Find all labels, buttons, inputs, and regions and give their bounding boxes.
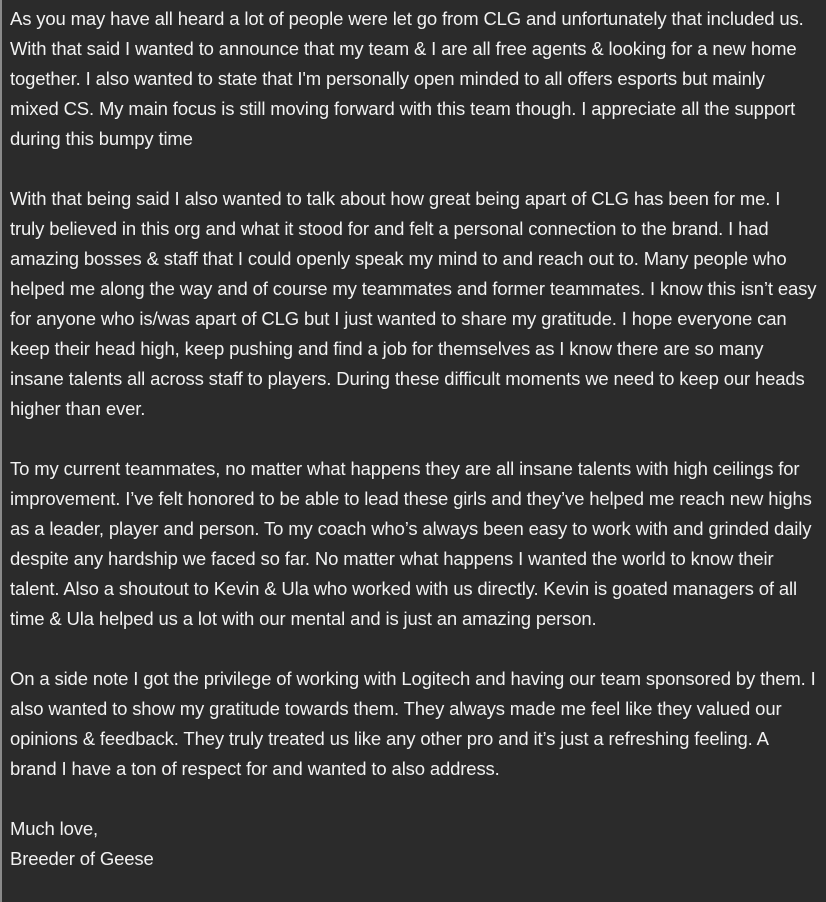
closing-line: Much love, [10,818,98,839]
signoff [10,814,818,874]
paragraph-teammates: To my current teammates, no matter what happens they are all insane talents with high ceilings for improvement. I’ve felt honored to be able to lead these girls and they’ve helped me reach new highs as a leader, player and person. To my coach who’s always been easy to work with and grinded daily despite any hardship we faced so far. No matter what happens I wanted the world to know their talent. Also a shoutout to Kevin & Ula who worked with us directly. Kevin is goated managers of all time & Ula helped us a lot with our mental and is just an amazing person. [10,458,812,629]
paragraph-announcement: As you may have all heard a lot of people were let go from CLG and unfortunately that included us. With that said I wanted to announce that my team & I are all free agents & looking for a new home together. I also wanted to state that I'm personally open minded to all offers esports but mainly mixed CS. My main focus is still moving forward with this team though. I appreciate all the support during this bumpy time [10,8,804,149]
paragraph-clg-gratitude: With that being said I also wanted to talk about how great being apart of CLG has been for me. I truly believed in this org and what it stood for and felt a personal connection to the brand. I had amazing bosses & staff that I could openly speak my mind to and reach out to. Many people who helped me along the way and of course my teammates and former teammates. I know this isn’t easy for anyone who is/was apart of CLG but I just wanted to share my gratitude. I hope everyone can keep their head high, keep pushing and find a job for themselves as I know there are so many insane talents all across staff to players. During these difficult moments we need to keep our heads higher than ever. [10,188,817,419]
paragraph-sponsor: On a side note I got the privilege of working with Logitech and having our team sponsored by them. I also wanted to show my gratitude towards them. They always made me feel like they valued our opinions & feedback. They truly treated us like any other pro and it’s just a refreshing feeling. A brand I have a ton of respect for and wanted to also address. [10,668,816,779]
signature: Breeder of Geese [10,848,154,869]
